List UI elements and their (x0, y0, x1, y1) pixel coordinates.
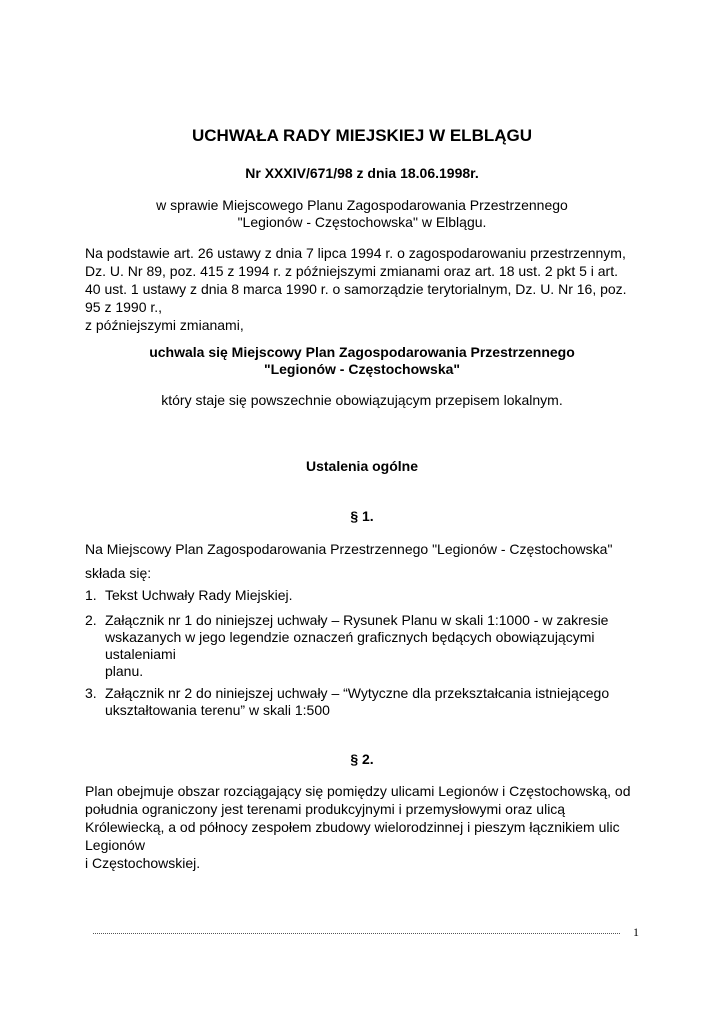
list-item-text: Tekst Uchwały Rady Miejskiej. (105, 587, 293, 603)
list-item (105, 685, 609, 719)
paragraph-2-line: Legionów (85, 837, 145, 853)
legal-basis (85, 244, 645, 334)
page-number: 1 (633, 925, 639, 939)
paragraph-2-line: Królewiecką, a od północy zespołem zbudowy wielorodzinnej i pieszym łącznikiem ulic (85, 819, 620, 835)
paragraph-2-line: i Częstochowskiej. (85, 855, 201, 871)
legal-basis-line: z późniejszymi zmianami, (85, 317, 244, 333)
list-item (105, 612, 608, 680)
list-item-text: Załącznik nr 2 do niniejszej uchwały – “Wytyczne dla przekształcania istniejącego (105, 685, 610, 701)
list-item-number: 3. (85, 685, 97, 701)
list-item-text: planu. (105, 663, 144, 679)
list-item-text: ustaleniami (105, 646, 176, 662)
list-item-text: wskazanych w jego legendzie oznaczeń graficznych będących obowiązującymi (105, 629, 595, 645)
list-item-text: ukształtowania terenu” w skali 1:500 (105, 702, 330, 718)
legal-basis-line: 95 z 1990 r., (85, 299, 163, 315)
paragraph-1-intro-line-2: składa się: (85, 565, 152, 581)
paragraph-2-line: Plan obejmuje obszar rozciągający się pomiędzy ulicami Legionów i Częstochowską, od (85, 783, 631, 799)
legal-basis-line: 40 ust. 1 ustawy z dnia 8 marca 1990 r. o samorządzie terytorialnym, Dz. U. Nr 16, poz. (85, 281, 627, 297)
list-item-number: 1. (85, 587, 97, 603)
list-item-text: Załącznik nr 1 do niniejszej uchwały – Rysunek Planu w skali 1:1000 - w zakresie (105, 612, 609, 628)
legal-basis-line: Na podstawie art. 26 ustawy z dnia 7 lipca 1994 r. o zagospodarowaniu przestrzennym, (85, 245, 626, 261)
resolution-number: Nr XXXIV/671/98 z dnia 18.06.1998r. (245, 165, 479, 181)
legal-basis-line: Dz. U. Nr 89, poz. 415 z 1994 r. z późniejszymi zmianami oraz art. 18 ust. 2 pkt 5 i art. (85, 263, 618, 279)
paragraph-2-body (85, 782, 645, 872)
subject-line-1: w sprawie Miejscowego Planu Zagospodarowania Przestrzennego (156, 197, 568, 213)
document-title: UCHWAŁA RADY MIEJSKIEJ W ELBLĄGU (191, 126, 533, 145)
footer-dotted-rule (93, 933, 620, 934)
resolution-line-1: uchwala się Miejscowy Plan Zagospodarowania Przestrzennego (149, 344, 575, 360)
resolution-line-2: "Legionów - Częstochowska" (263, 361, 461, 377)
paragraph-1-heading: § 1. (350, 508, 374, 524)
list-item (105, 587, 293, 604)
paragraph-2-heading: § 2. (350, 751, 374, 767)
list-item-number: 2. (85, 612, 97, 628)
section-heading-general: Ustalenia ogólne (305, 458, 419, 474)
resolution-note: który staje się powszechnie obowiązującym przepisem lokalnym. (161, 392, 563, 408)
subject-line-2: "Legionów - Częstochowska" w Elblągu. (237, 214, 487, 230)
paragraph-2-line: południa ograniczony jest terenami produkcyjnymi i przemysłowymi oraz ulicą (85, 801, 566, 817)
paragraph-1-intro-line-1: Na Miejscowy Plan Zagospodarowania Przestrzennego "Legionów - Częstochowska" (85, 541, 613, 557)
